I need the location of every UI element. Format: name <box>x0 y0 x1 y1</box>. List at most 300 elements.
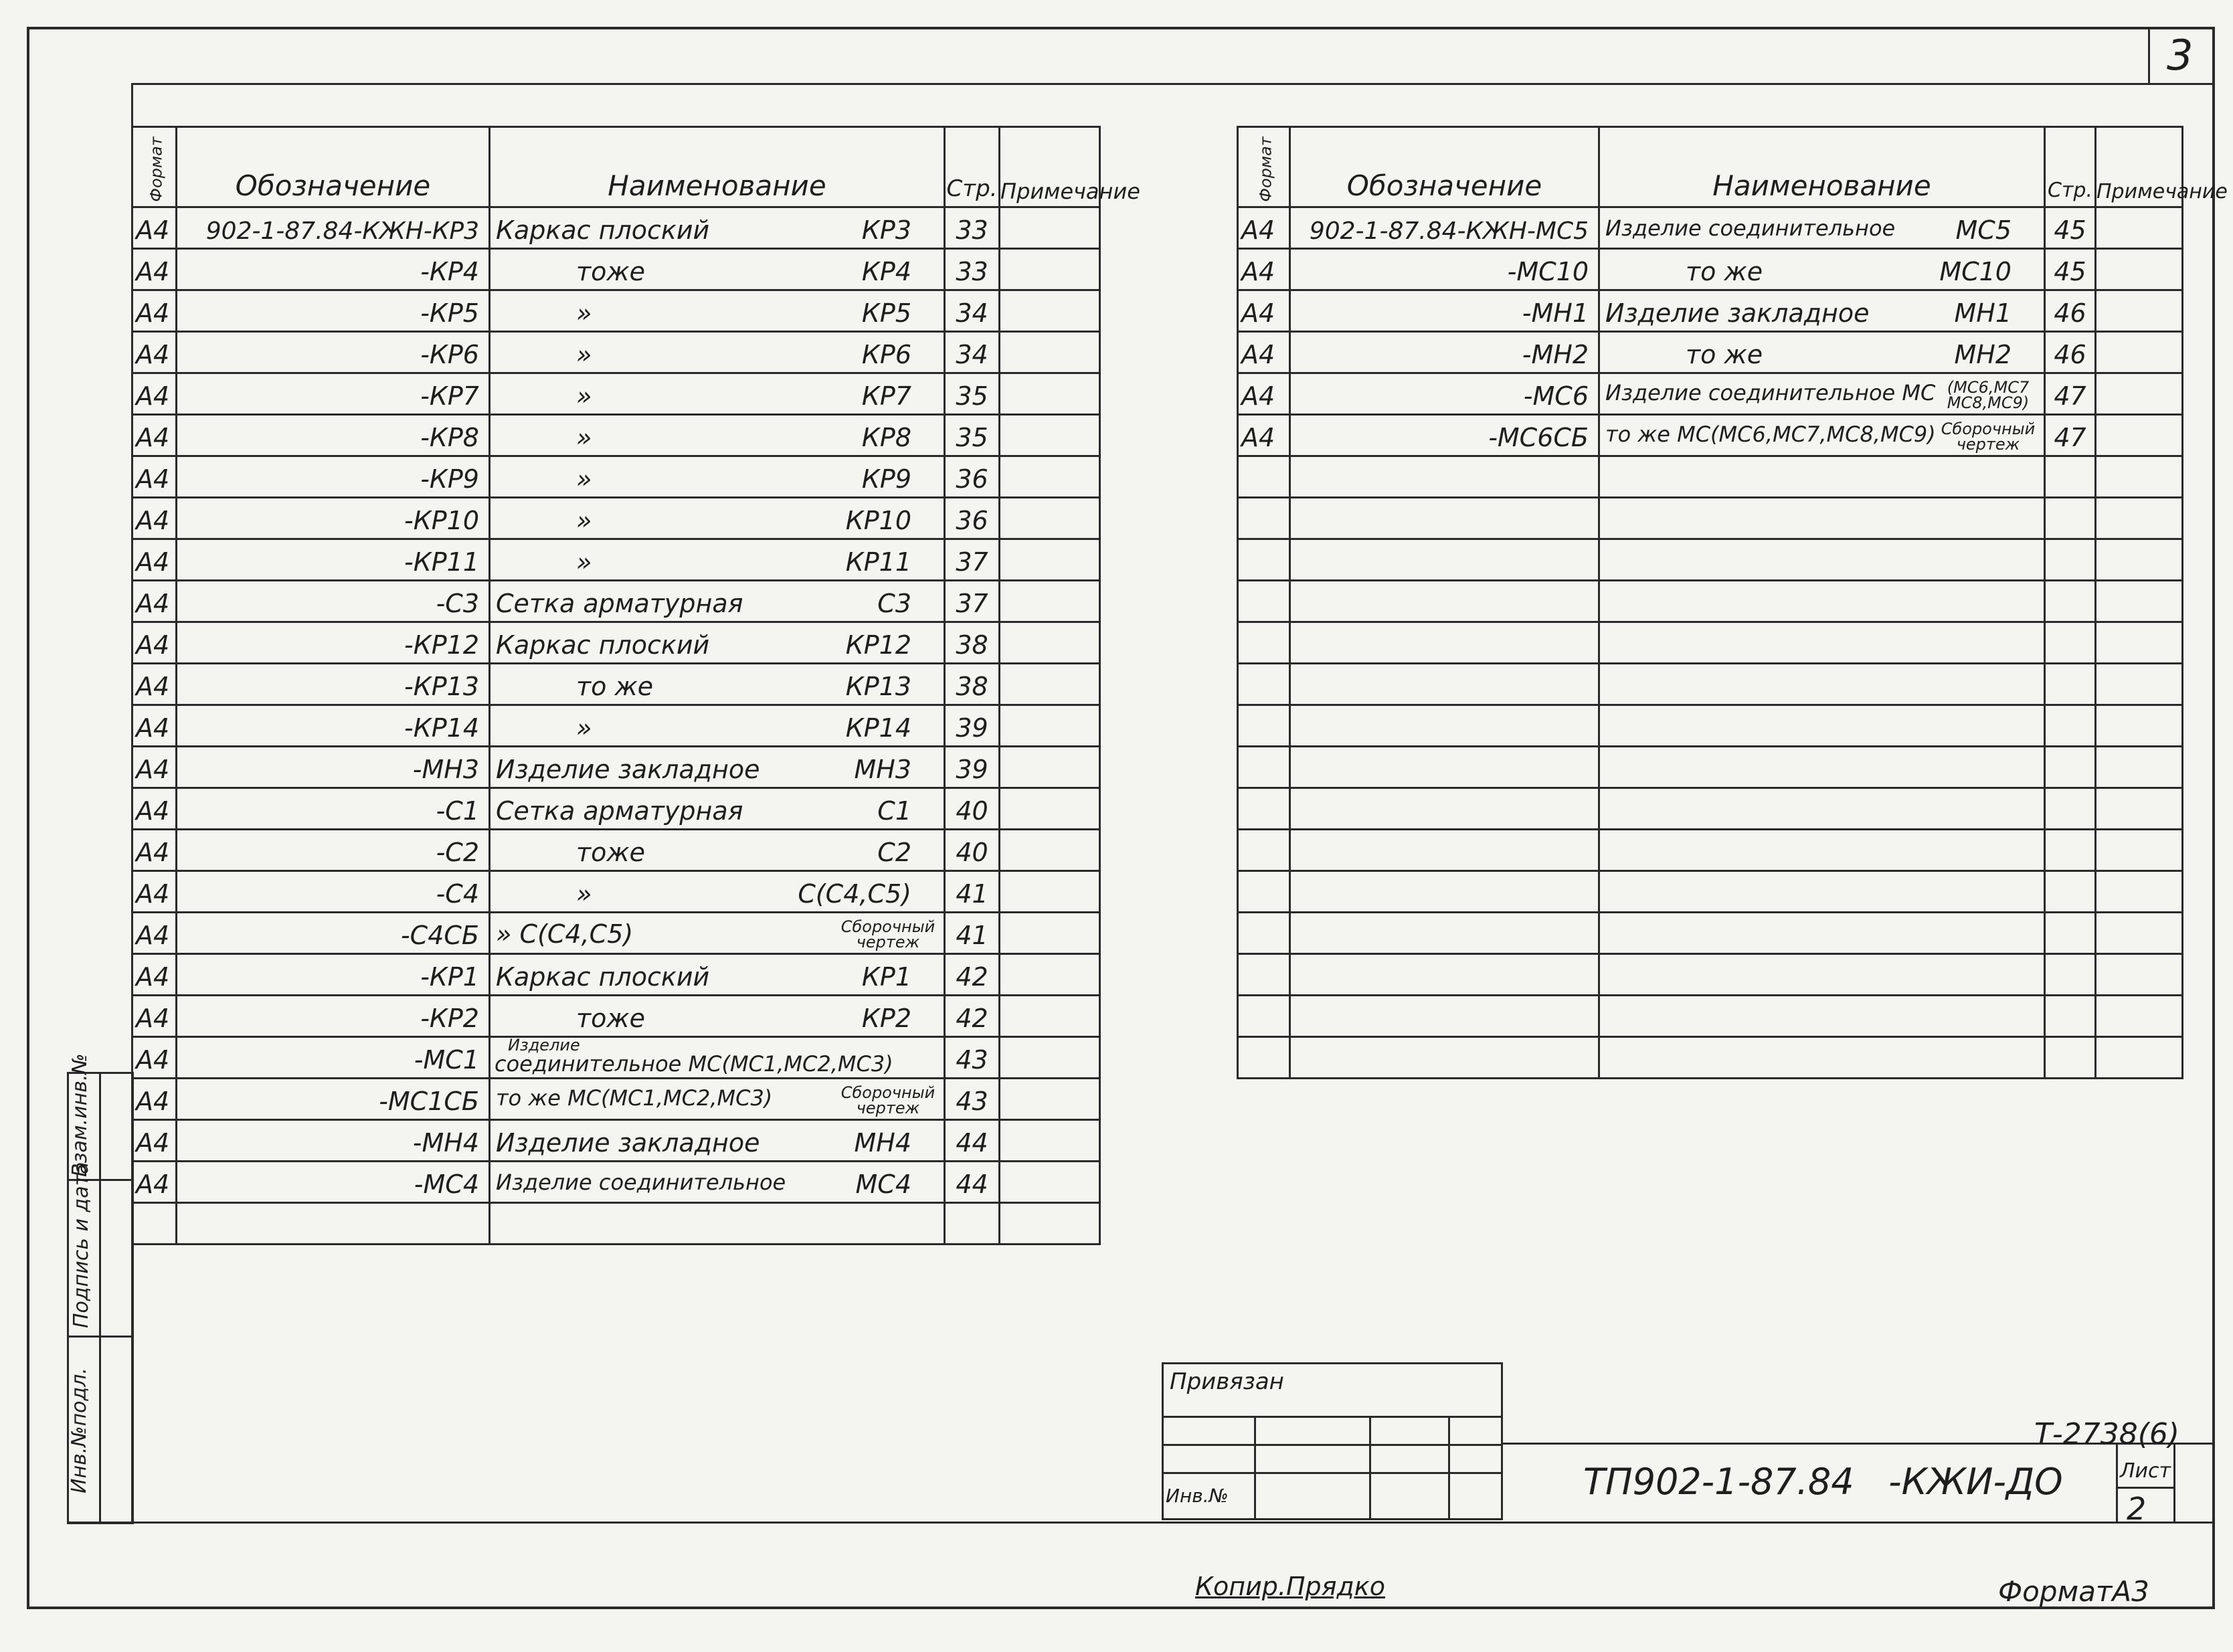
cell-page <box>2045 664 2096 705</box>
cell-designation: -КР9 <box>177 456 490 498</box>
cell-format: А4 <box>1238 332 1290 373</box>
cell-name <box>1599 913 2045 954</box>
cell-note <box>1000 1079 1100 1120</box>
cell-page: 44 <box>945 1162 1000 1203</box>
cell-name <box>1599 788 2045 830</box>
cell-note <box>2096 913 2183 954</box>
cell-page: 42 <box>945 954 1000 996</box>
cell-designation: -КР4 <box>177 249 490 290</box>
table-row <box>132 539 1100 581</box>
table-row <box>1238 664 2183 705</box>
side-stamp-inv-orig: Инв.№подл. <box>68 1368 91 1493</box>
cell-name <box>490 622 945 664</box>
mark-text: С2 <box>877 838 911 867</box>
cell-page: 34 <box>945 332 1000 373</box>
table-row <box>1238 954 2183 996</box>
mark-text: МН3 <box>854 755 911 784</box>
name-line-2: соединительное МС(МС1,МС2,МС3) <box>495 1051 893 1077</box>
cell-page: 39 <box>945 747 1000 788</box>
cell-note <box>1000 332 1100 373</box>
table-row <box>1238 747 2183 788</box>
table-row <box>132 830 1100 871</box>
cell-note <box>1000 913 1100 954</box>
cell-name <box>490 290 945 332</box>
title-block-sheet-divider <box>2116 1443 2118 1522</box>
cell-note <box>1000 954 1100 996</box>
cell-note <box>1000 456 1100 498</box>
cell-page <box>2045 788 2096 830</box>
cell-page: 34 <box>945 290 1000 332</box>
cell-page: 33 <box>945 207 1000 249</box>
cell-designation: -С1 <box>177 788 490 830</box>
cell-designation <box>1290 996 1599 1037</box>
cell-note <box>1000 539 1100 581</box>
cell-format: А4 <box>132 954 177 996</box>
archive-number: Т-2738(6) <box>2034 1417 2180 1451</box>
mark-text: Сборочный чертеж <box>1941 420 2036 454</box>
cell-format: А4 <box>132 747 177 788</box>
cell-page <box>2045 830 2096 871</box>
mark-text: МС5 <box>1955 215 2012 245</box>
cell-format: А4 <box>132 1079 177 1120</box>
table-row <box>132 415 1100 456</box>
cell-designation: -МС1 <box>177 1037 490 1079</box>
cell-page <box>945 1203 1000 1245</box>
cell-name <box>490 1162 945 1203</box>
cell-page: 40 <box>945 788 1000 830</box>
cell-designation: -КР13 <box>177 664 490 705</box>
cell-designation: -КР14 <box>177 705 490 747</box>
mark-text: МС4 <box>855 1170 911 1199</box>
cell-name <box>1599 622 2045 664</box>
cell-designation <box>1290 913 1599 954</box>
table-row <box>1238 498 2183 539</box>
cell-designation <box>1290 664 1599 705</box>
inner-border-bottom <box>67 1522 2215 1524</box>
cell-designation <box>1290 954 1599 996</box>
side-stamp-row2 <box>67 1336 134 1338</box>
cell-format: А4 <box>1238 249 1290 290</box>
table-row <box>132 290 1100 332</box>
cell-note <box>2096 415 2183 456</box>
cell-designation: -МС6 <box>1290 373 1599 415</box>
cell-name <box>1599 664 2045 705</box>
table-row <box>132 207 1100 249</box>
name-text: » <box>576 879 592 909</box>
table-row <box>132 788 1100 830</box>
cell-page <box>2045 747 2096 788</box>
cell-designation: -С4СБ <box>177 913 490 954</box>
mark-text: Сборочный чертеж <box>840 1083 935 1118</box>
corner-box-left <box>2148 27 2150 83</box>
cell-note <box>1000 207 1100 249</box>
cell-name <box>490 664 945 705</box>
cell-designation: -МН3 <box>177 747 490 788</box>
name-text: то же МС(МС6,МС7,МС8,МС9) <box>1605 422 1936 448</box>
binding-line-1 <box>1162 1416 1503 1418</box>
name-text: Изделие соединительное МС <box>1605 380 1936 406</box>
cell-page: 46 <box>2045 290 2096 332</box>
cell-name <box>1599 1037 2045 1079</box>
cell-format: А4 <box>132 332 177 373</box>
cell-format <box>1238 539 1290 581</box>
cell-designation <box>1290 1037 1599 1079</box>
cell-format <box>1238 705 1290 747</box>
cell-format <box>1238 1037 1290 1079</box>
cell-designation: -МН1 <box>1290 290 1599 332</box>
cell-page <box>2045 456 2096 498</box>
binding-title: Привязан <box>1170 1368 1284 1395</box>
table-row <box>132 249 1100 290</box>
cell-designation: -С2 <box>177 830 490 871</box>
name-text: то же <box>576 672 654 701</box>
binding-inv-label: Инв.№ <box>1166 1485 1229 1507</box>
cell-name <box>1599 332 2045 373</box>
cell-format: А4 <box>132 415 177 456</box>
header-page: Стр. <box>2045 127 2096 207</box>
cell-format: А4 <box>132 871 177 913</box>
title-block-sheet-label-line <box>2116 1487 2173 1489</box>
cell-page <box>2045 622 2096 664</box>
mark-text: КР14 <box>845 713 911 743</box>
cell-designation: -МС4 <box>177 1162 490 1203</box>
cell-designation: -МН2 <box>1290 332 1599 373</box>
name-text: » <box>576 547 592 577</box>
mark-text: КР13 <box>845 672 911 701</box>
name-text: » <box>576 506 592 535</box>
mark-text: КР8 <box>861 423 911 452</box>
table-row <box>132 664 1100 705</box>
cell-designation: -МС1СБ <box>177 1079 490 1120</box>
cell-format: А4 <box>132 539 177 581</box>
cell-designation <box>1290 456 1599 498</box>
name-text: то же <box>1686 257 1763 286</box>
cell-note <box>1000 788 1100 830</box>
table-row <box>132 332 1100 373</box>
cell-page: 37 <box>945 581 1000 622</box>
cell-page: 44 <box>945 1120 1000 1162</box>
header-note: Примечание <box>2096 127 2183 207</box>
cell-format: А4 <box>132 705 177 747</box>
table-row <box>1238 456 2183 498</box>
cell-name <box>490 996 945 1037</box>
table-row <box>1238 415 2183 456</box>
doc-code: ТП902-1-87.84 -КЖИ-ДО <box>1583 1461 2063 1503</box>
left-spec-table <box>131 126 1140 1245</box>
cell-designation <box>1290 498 1599 539</box>
cell-note <box>1000 1037 1100 1079</box>
cell-note <box>1000 830 1100 871</box>
cell-format <box>1238 871 1290 913</box>
table-row <box>1238 913 2183 954</box>
cell-format: А4 <box>132 622 177 664</box>
cell-page: 42 <box>945 996 1000 1037</box>
cell-page <box>2045 996 2096 1037</box>
cell-designation: -КР8 <box>177 415 490 456</box>
table-row <box>1238 332 2183 373</box>
table-row <box>132 747 1100 788</box>
binding-line-2 <box>1162 1444 1503 1446</box>
table-row <box>132 373 1100 415</box>
table-row <box>132 498 1100 539</box>
table-row <box>1238 1037 2183 1079</box>
cell-name <box>490 539 945 581</box>
right-spec-table <box>1237 126 2228 1079</box>
cell-name <box>1599 456 2045 498</box>
cell-note <box>2096 373 2183 415</box>
name-text: » <box>576 713 592 743</box>
cell-page: 36 <box>945 456 1000 498</box>
mark-text: Сборочный чертеж <box>840 917 935 952</box>
table-row <box>1238 622 2183 664</box>
cell-format <box>1238 788 1290 830</box>
format-label: ФорматА3 <box>1998 1575 2149 1608</box>
header-page: Стр. <box>945 127 1000 207</box>
mark-text: КР1 <box>861 962 911 992</box>
cell-name <box>1599 498 2045 539</box>
table-row <box>132 581 1100 622</box>
cell-designation <box>1290 539 1599 581</box>
cell-designation: -МС6СБ <box>1290 415 1599 456</box>
cell-format: А4 <box>132 996 177 1037</box>
table-row <box>1238 581 2183 622</box>
side-stamp-sign-date: Подпись и дата <box>70 1162 93 1328</box>
cell-note <box>2096 996 2183 1037</box>
mark-text: КР10 <box>845 506 911 535</box>
cell-designation <box>1290 830 1599 871</box>
cell-designation: -КР1 <box>177 954 490 996</box>
mark-text: КР9 <box>861 464 911 494</box>
cell-note <box>2096 830 2183 871</box>
cell-designation: 902-1-87.84-КЖН-КР3 <box>177 207 490 249</box>
name-text: то же МС(МС1,МС2,МС3) <box>496 1085 773 1111</box>
cell-page <box>2045 1037 2096 1079</box>
cell-format: А4 <box>1238 290 1290 332</box>
table-row <box>132 1037 1100 1079</box>
table-row <box>132 456 1100 498</box>
mark-text: КР4 <box>861 257 911 286</box>
cell-name <box>1599 290 2045 332</box>
name-text: то же <box>1686 340 1763 369</box>
name-text: Каркас плоский <box>496 215 710 245</box>
cell-format: А4 <box>132 664 177 705</box>
mark-text: С(С4,С5) <box>798 879 911 909</box>
mark-text: МН2 <box>1954 340 2012 369</box>
table-row <box>1238 290 2183 332</box>
mark-text: КР5 <box>861 298 911 328</box>
table-row <box>132 1120 1100 1162</box>
cell-note <box>1000 747 1100 788</box>
cell-format: А4 <box>132 1120 177 1162</box>
cell-designation: -КР6 <box>177 332 490 373</box>
cell-designation <box>1290 581 1599 622</box>
cell-format <box>1238 996 1290 1037</box>
cell-name <box>490 249 945 290</box>
cell-page: 41 <box>945 913 1000 954</box>
table-row <box>1238 539 2183 581</box>
table-row <box>132 622 1100 664</box>
table-row <box>132 913 1100 954</box>
mark-text: КР7 <box>861 381 911 411</box>
cell-name <box>490 207 945 249</box>
cell-note <box>1000 664 1100 705</box>
cell-designation <box>1290 622 1599 664</box>
name-text: тоже <box>576 838 645 867</box>
cell-page: 35 <box>945 373 1000 415</box>
cell-note <box>2096 871 2183 913</box>
cell-designation: -КР10 <box>177 498 490 539</box>
mark-text: КР11 <box>845 547 911 577</box>
cell-format <box>1238 581 1290 622</box>
name-text: Изделие закладное <box>1605 298 1870 328</box>
cell-name <box>490 830 945 871</box>
cell-designation <box>1290 788 1599 830</box>
name-text: » <box>576 340 592 369</box>
cell-note <box>1000 290 1100 332</box>
cell-format <box>1238 830 1290 871</box>
cell-name <box>490 332 945 373</box>
cell-page: 40 <box>945 830 1000 871</box>
cell-note <box>2096 456 2183 498</box>
cell-note <box>1000 1162 1100 1203</box>
cell-designation: -КР7 <box>177 373 490 415</box>
cell-page: 39 <box>945 705 1000 747</box>
cell-format <box>1238 664 1290 705</box>
cell-name <box>490 871 945 913</box>
cell-page: 38 <box>945 622 1000 664</box>
name-text: Изделие закладное <box>496 755 760 784</box>
side-stamp-replace-inv: Взам.инв.№ <box>68 1053 92 1177</box>
cell-name <box>1599 249 2045 290</box>
side-stamp-divider <box>99 1072 101 1524</box>
name-text: Каркас плоский <box>496 630 710 660</box>
cell-name <box>490 1079 945 1120</box>
cell-name <box>1599 207 2045 249</box>
sheet-corner-number: 3 <box>2167 31 2194 80</box>
table-row <box>132 705 1100 747</box>
cell-note <box>2096 249 2183 290</box>
name-text: Изделие закладное <box>496 1128 760 1158</box>
cell-name <box>490 373 945 415</box>
cell-designation <box>177 1203 490 1245</box>
name-text: тоже <box>576 1004 645 1033</box>
name-text: Каркас плоский <box>496 962 710 992</box>
cell-name <box>1599 539 2045 581</box>
cell-format: А4 <box>1238 373 1290 415</box>
cell-page <box>2045 913 2096 954</box>
cell-name <box>1599 954 2045 996</box>
cell-name <box>490 747 945 788</box>
cell-note <box>1000 415 1100 456</box>
cell-format: А4 <box>1238 415 1290 456</box>
mark-text: МС10 <box>1939 257 2012 286</box>
cell-page: 45 <box>2045 207 2096 249</box>
cell-name <box>1599 705 2045 747</box>
cell-format: А4 <box>132 207 177 249</box>
cell-name <box>1599 373 2045 415</box>
cell-designation: 902-1-87.84-КЖН-МС5 <box>1290 207 1599 249</box>
cell-designation <box>1290 705 1599 747</box>
table-row <box>1238 207 2183 249</box>
cell-name <box>490 498 945 539</box>
mark-text: С1 <box>877 796 911 826</box>
binding-line-3 <box>1162 1472 1503 1474</box>
cell-format: А4 <box>132 373 177 415</box>
name-text: » <box>576 464 592 494</box>
cell-format <box>1238 622 1290 664</box>
cell-designation: -МС10 <box>1290 249 1599 290</box>
cell-note <box>2096 1037 2183 1079</box>
cell-designation: -С4 <box>177 871 490 913</box>
cell-format: А4 <box>132 249 177 290</box>
table-row <box>1238 373 2183 415</box>
table-row <box>132 1203 1100 1245</box>
cell-note <box>1000 1120 1100 1162</box>
cell-note <box>1000 622 1100 664</box>
cell-designation: -КР12 <box>177 622 490 664</box>
binding-col-2 <box>1369 1416 1371 1520</box>
cell-page: 35 <box>945 415 1000 456</box>
cell-page: 41 <box>945 871 1000 913</box>
table-row <box>1238 705 2183 747</box>
mark-text: КР12 <box>845 630 911 660</box>
cell-note <box>2096 332 2183 373</box>
cell-note <box>1000 498 1100 539</box>
cell-note <box>1000 581 1100 622</box>
cell-note <box>1000 871 1100 913</box>
inner-border-top <box>131 83 2215 85</box>
cell-name <box>490 954 945 996</box>
name-text: » <box>576 423 592 452</box>
cell-format <box>1238 954 1290 996</box>
table-row <box>1238 830 2183 871</box>
name-text: Изделие соединительное <box>496 1170 786 1195</box>
mark-text: МН4 <box>854 1128 911 1158</box>
header-name: Наименование <box>1599 127 2045 207</box>
cell-page: 46 <box>2045 332 2096 373</box>
table-row <box>132 996 1100 1037</box>
cell-name <box>490 415 945 456</box>
name-line-1: Изделие <box>508 1036 580 1055</box>
cell-note <box>1000 249 1100 290</box>
cell-note <box>2096 664 2183 705</box>
cell-name <box>490 1120 945 1162</box>
cell-page <box>2045 581 2096 622</box>
cell-note <box>1000 705 1100 747</box>
table-row <box>132 1162 1100 1203</box>
binding-col-3 <box>1448 1416 1450 1520</box>
header-format: Формат <box>132 127 177 207</box>
name-text: » С(С4,С5) <box>496 919 634 949</box>
name-text: » <box>576 381 592 411</box>
cell-name <box>1599 996 2045 1037</box>
cell-page: 38 <box>945 664 1000 705</box>
cell-note <box>2096 747 2183 788</box>
mark-text: КР3 <box>861 215 911 245</box>
cell-page: 43 <box>945 1079 1000 1120</box>
cell-name <box>1599 581 2045 622</box>
cell-note <box>2096 290 2183 332</box>
header-designation: Обозначение <box>177 127 490 207</box>
cell-page: 43 <box>945 1037 1000 1079</box>
cell-page <box>2045 705 2096 747</box>
cell-format: А4 <box>132 913 177 954</box>
table-row <box>132 1079 1100 1120</box>
table-row <box>132 954 1100 996</box>
cell-designation: -КР2 <box>177 996 490 1037</box>
table-row <box>1238 249 2183 290</box>
mark-text: КР6 <box>861 340 911 369</box>
